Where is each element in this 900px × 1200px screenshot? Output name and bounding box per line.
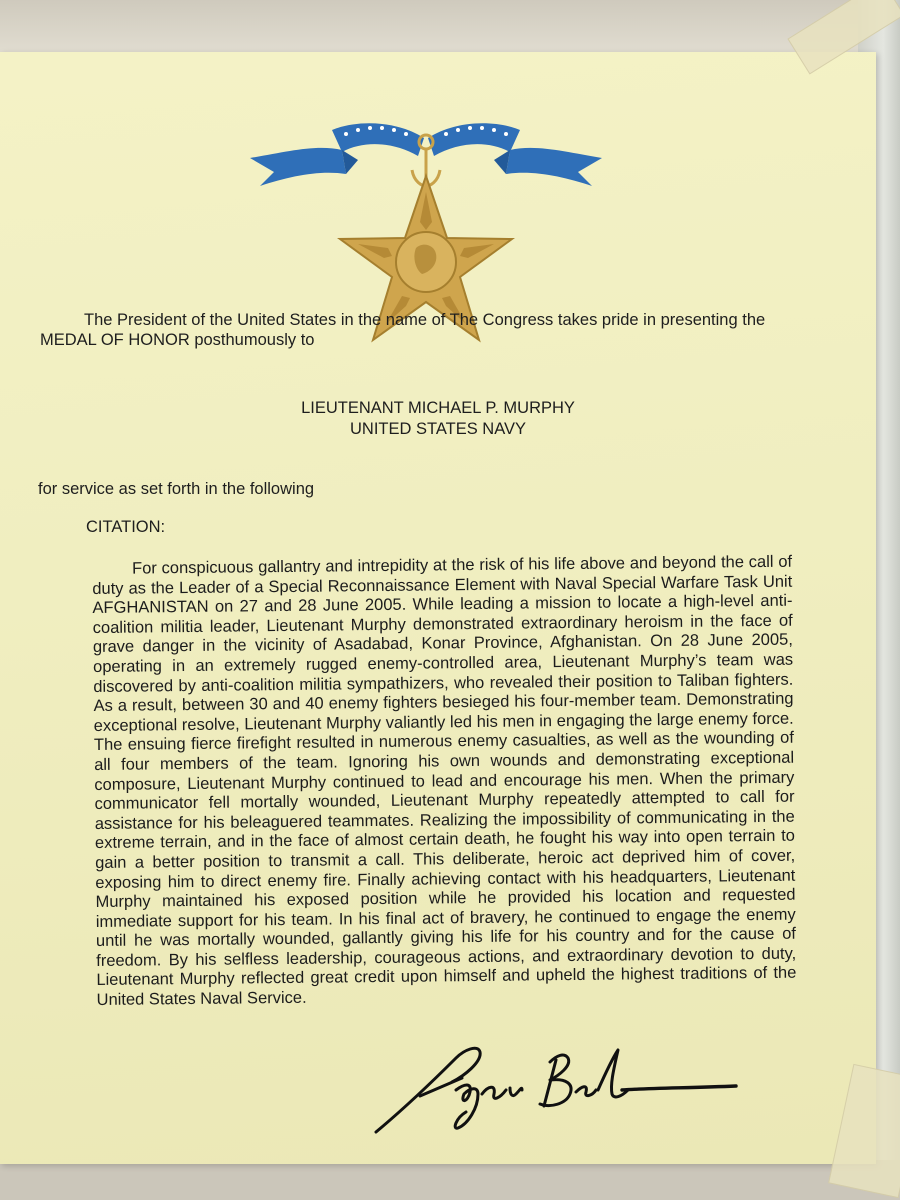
citation-document bbox=[0, 52, 876, 1164]
service-line: for service as set forth in the following bbox=[38, 480, 315, 498]
background-surface-bottom bbox=[0, 1160, 900, 1200]
recipient-name: LIEUTENANT MICHAEL P. MURPHY bbox=[301, 399, 575, 417]
recipient-branch: UNITED STATES NAVY bbox=[349, 420, 527, 438]
presentation-statement bbox=[40, 310, 830, 350]
signature-icon bbox=[360, 1032, 750, 1142]
recipient-block bbox=[0, 398, 876, 440]
background-wall-top bbox=[0, 0, 900, 60]
citation-heading: CITATION: bbox=[86, 518, 166, 536]
intro-line-2: MEDAL OF HONOR posthumously to bbox=[40, 331, 315, 349]
citation-body: For conspicuous gallantry and intrepidity at the risk of his life above and beyond the call of duty as the Leader of a Special Reconnaissance Element with Naval Special Warfare Task Unit AFGHANISTAN on 27 and 28 June 2005. While leading a mission to locate a high-level anti-coalition militia leader, Lieutenant Murphy demonstrated extraordinary heroism in the face of grave danger in the vicinity of Asadabad, Konar Province, Afghanistan. On 28 June 2005, operating in an extremely rugged enemy-controlled area, Lieutenant Murphy’s team was discovered by anti-coalition militia sympathizers, who revealed their position to Taliban fighters. As a result, between 30 and 40 enemy fighters besieged his four-member team. Demonstrating exceptional resolve, Lieutenant Murphy valiantly led his men in engaging the large enemy force. The ensuing fierce firefight resulted in numerous enemy casualties, as well as the wounding of all four members of the team. Ignoring his own wounds and demonstrating exceptional composure, Lieutenant Murphy continued to lead and encourage his men. When the primary communicator fell mortally wounded, Lieutenant Murphy repeatedly attempted to call for assistance for his beleaguered teammates. Realizing the impossibility of communicating in the extreme terrain, and in the face of almost certain death, he fought his way into open terrain to gain a better position to transmit a call. This deliberate, heroic act deprived him of cover, exposing him to direct enemy fire. Finally achieving contact with his headquarters, Lieutenant Murphy maintained his exposed position while he provided his location and requested immediate support for his team. In his final act of bravery, he continued to engage the enemy until he was mortally wounded, gallantly giving his life for his country and for the cause of freedom. By his selfless leadership, courageous actions, and extraordinary devotion to duty, Lieutenant Murphy reflected great credit upon himself and upheld the highest traditions of the United States Naval Service. bbox=[92, 552, 797, 1010]
intro-line-1: The President of the United States in the name of The Congress takes pride in presenting the bbox=[84, 311, 766, 329]
